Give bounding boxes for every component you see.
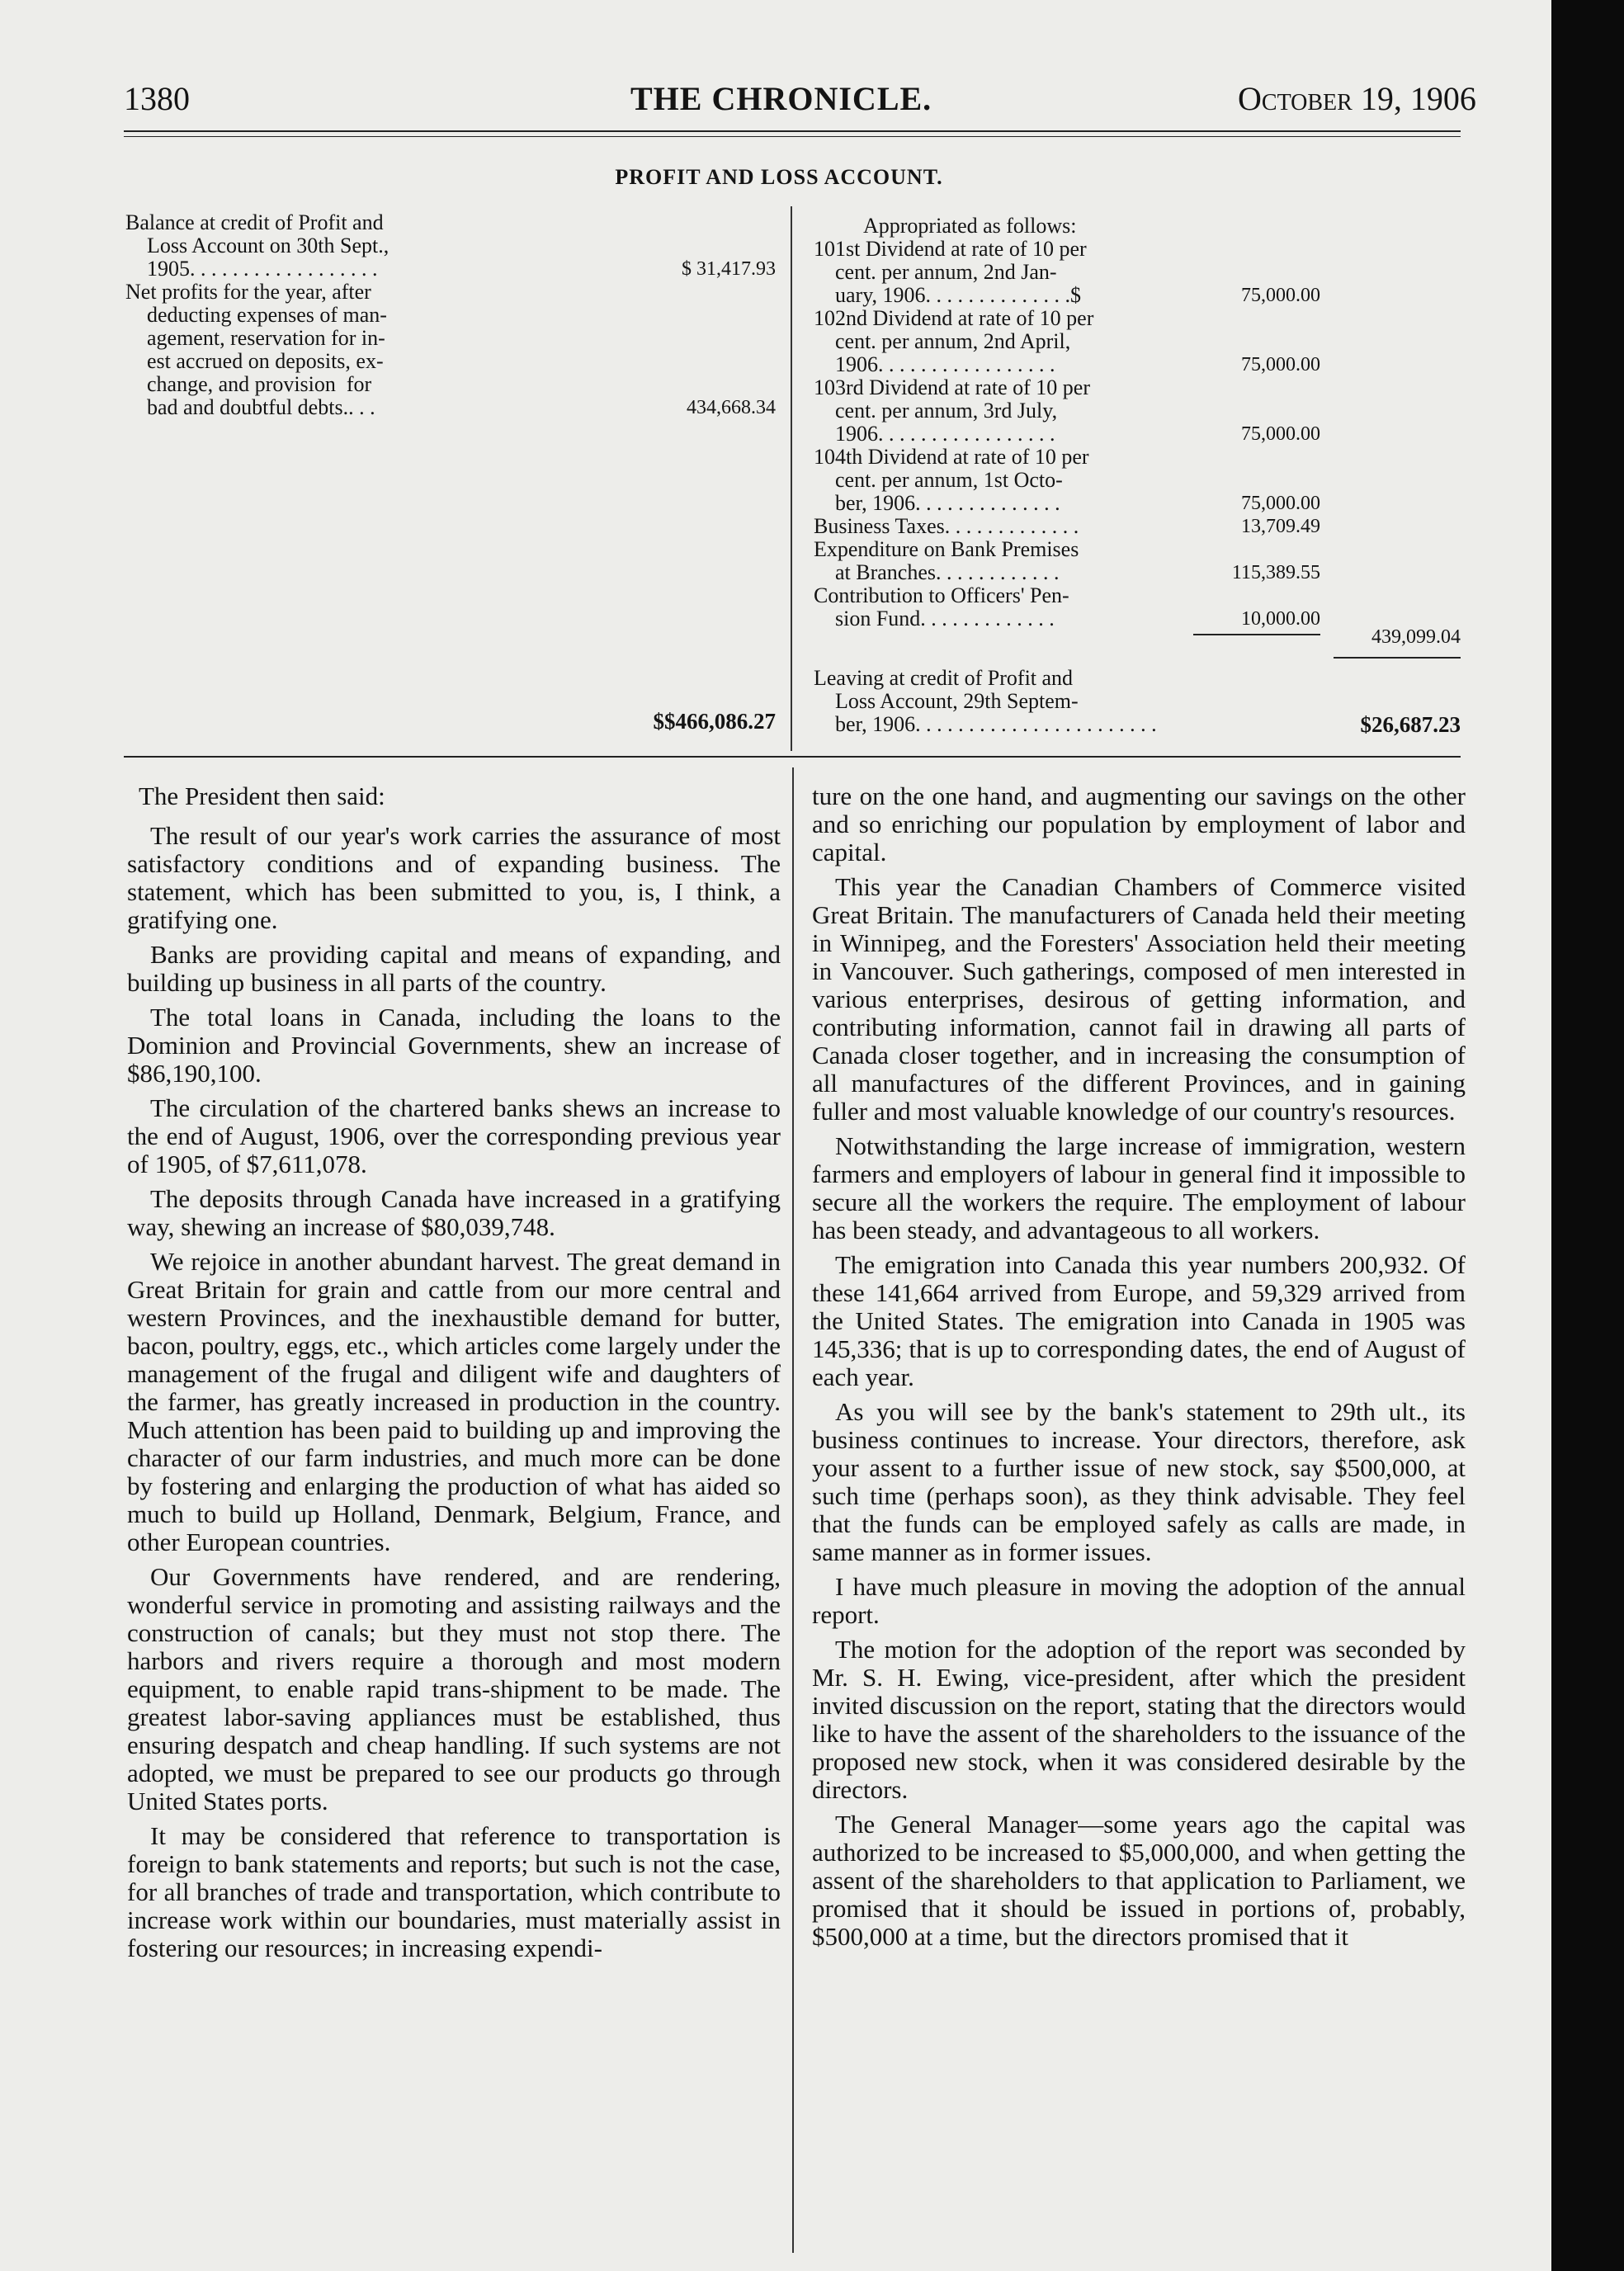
left-text-column — [127, 782, 781, 2243]
dividend-amount: 75,000.00 — [1241, 493, 1320, 514]
dividend-line: cent. per annum, 1st Octo- — [814, 468, 1063, 492]
credit-total: $$466,086.27 — [653, 709, 776, 734]
publication-title: THE CHRONICLE. — [630, 80, 932, 117]
paragraph: The emigration into Canada this year numbers 200,932. Of these 141,664 arrived from Europe, and 59,329 arrived from the United States. The emigration into Canada in 1905 was 145,336; that is up to corresponding dates, the end of August of each year. — [812, 1250, 1466, 1391]
paragraph: It may be considered that reference to transportation is foreign to bank statements and reports; but such is not the case, for all branches of trade and transportation, which contribute to increase work within our boundaries, must materially assist in fostering our resources; in increasing expendi- — [127, 1821, 781, 1962]
dividend-amount: 75,000.00 — [1241, 354, 1320, 375]
paragraph: The deposits through Canada have increased in a gratifying way, shewing an increase of $80,039,748. — [127, 1184, 781, 1241]
page-number: 1380 — [124, 80, 190, 117]
premises-line: Expenditure on Bank Premises — [814, 537, 1079, 561]
dividend-line: cent. per annum, 3rd July, — [814, 399, 1058, 423]
issue-date: October 19, 1906 — [1238, 80, 1476, 117]
net-profit-amount: 434,668.34 — [687, 397, 776, 418]
section-rule — [124, 756, 1461, 758]
dividend-line: 1906. . . . . . . . . . . . . . . . . — [814, 352, 1055, 376]
appropriated-intro: Appropriated as follows: — [863, 214, 1077, 238]
dividend-line: 1906. . . . . . . . . . . . . . . . . — [814, 422, 1055, 446]
account-divider — [791, 206, 792, 751]
net-profit-line: agement, reservation for in- — [125, 326, 385, 350]
leaving-amount: $26,687.23 — [1360, 712, 1461, 737]
premises-line: at Branches. . . . . . . . . . . . — [814, 560, 1060, 584]
pension-amount: 10,000.00 — [1241, 608, 1320, 630]
dividend-line: cent. per annum, 2nd Jan- — [814, 260, 1057, 284]
dividend-amount: 75,000.00 — [1241, 423, 1320, 445]
dividend-line: 102nd Dividend at rate of 10 per — [814, 306, 1094, 330]
dividend-line: 104th Dividend at rate of 10 per — [814, 445, 1089, 469]
business-taxes-line: Business Taxes. . . . . . . . . . . . . — [814, 514, 1079, 538]
premises-amount: 115,389.55 — [1231, 562, 1320, 583]
balance-line: Balance at credit of Profit and — [125, 210, 384, 234]
binding-edge — [1551, 0, 1624, 2271]
paragraph: Notwithstanding the large increase of immigration, western farmers and employers of labour in general find it impossible to secure all the workers the require. The employment of labour has been steady, and advantageous to all workers. — [812, 1131, 1466, 1244]
right-text-column — [812, 782, 1466, 2243]
dividend-amount: 75,000.00 — [1241, 285, 1320, 306]
leaving-line: Leaving at credit of Profit and — [814, 666, 1074, 690]
dividend-line: uary, 1906. . . . . . . . . . . . . .$ — [814, 283, 1082, 307]
net-profit-line: bad and doubtful debts.. . . — [125, 395, 375, 419]
paragraph: The circulation of the chartered banks shews an increase to the end of August, 1906, over the corresponding previous year of 1905, of $7,611,078. — [127, 1093, 781, 1178]
paragraph: ture on the one hand, and augmenting our savings on the other and so enriching our population by employment of labor and capital. — [812, 782, 1466, 866]
net-profit-line: Net profits for the year, after — [125, 280, 371, 304]
dividend-line: 101st Dividend at rate of 10 per — [814, 237, 1087, 261]
paragraph: The motion for the adoption of the report was seconded by Mr. S. H. Ewing, vice-president, after which the president invited discussion on the report, stating that the directors would like to have the assent of the shareholders to the issuance of the proposed new stock, when it was considered desirable by the directors. — [812, 1635, 1466, 1804]
pension-line: sion Fund. . . . . . . . . . . . . — [814, 607, 1055, 630]
net-profit-line: deducting expenses of man- — [125, 303, 387, 327]
subtotal-amount: 439,099.04 — [1371, 626, 1461, 648]
header-rule — [124, 130, 1461, 132]
balance-line: 1905. . . . . . . . . . . . . . . . . . — [125, 257, 378, 281]
dividend-line: 103rd Dividend at rate of 10 per — [814, 375, 1091, 399]
dividend-line: ber, 1906. . . . . . . . . . . . . . — [814, 491, 1060, 515]
net-profit-line: est accrued on deposits, ex- — [125, 349, 384, 373]
dividend-line: cent. per annum, 2nd April, — [814, 329, 1071, 353]
subtotal-rule — [1193, 634, 1320, 635]
column-divider — [792, 767, 794, 2253]
paragraph: I have much pleasure in moving the adoption of the annual report. — [812, 1572, 1466, 1629]
paragraph: The President then said: — [139, 782, 385, 810]
paragraph: The General Manager—some years ago the capital was authorized to be increased to $5,000,000, and when getting the assent of the shareholders to that application to Parliament, we promised that it should be issued in portions of, probably, $500,000 at a time, but the directors promised that it — [812, 1810, 1466, 1951]
paragraph: This year the Canadian Chambers of Commerce visited Great Britain. The manufacturers of Canada held their meeting in Winnipeg, and the Foresters' Association held their meeting in Vancouver. Such gatherings, composed of men interested in various enterprises, desirous of getting information, and contributing information, cannot fail in drawing all parts of Canada closer together, and in increasing the consumption of all manufactures of the different Provinces, and in gaining fuller and most valuable knowledge of our country's resources. — [812, 872, 1466, 1126]
paragraph: Our Governments have rendered, and are rendering, wonderful service in promoting and assisting railways and the construction of canals; but they must not stop there. The harbors and rivers require a thorough and most modern equipment, to enable rapid trans-shipment to be made. The greatest labor-saving appliances must be established, thus ensuring despatch and cheap handling. If such systems are not adopted, we must be prepared to see our products go through United States ports. — [127, 1562, 781, 1815]
header-rule-thin — [124, 136, 1461, 137]
paragraph: The result of our year's work carries the assurance of most satisfactory conditions and of expanding business. The statement, which has been submitted to you, is, I think, a gratifying one. — [127, 821, 781, 934]
balance-amount: $ 31,417.93 — [682, 258, 776, 280]
profit-loss-title: PROFIT AND LOSS ACCOUNT. — [615, 165, 943, 189]
leaving-line: ber, 1906. . . . . . . . . . . . . . . . . . . . . . . — [814, 712, 1157, 736]
net-profit-line: change, and provision for — [125, 372, 372, 396]
pension-line: Contribution to Officers' Pen- — [814, 583, 1069, 607]
business-taxes-amount: 13,709.49 — [1241, 516, 1320, 537]
paragraph: We rejoice in another abundant harvest. The great demand in Great Britain for grain and cattle from our more central and western Provinces, and the inexhaustible demand for butter, bacon, poultry, eggs, etc., which articles come largely under the management of the frugal and diligent wife and daughters of the farmer, has greatly increased in production in the country. Much attention has been paid to building up and improving the character of our farm industries, and much more can be done by fostering and enlarging the production of what has aided so much to build up Holland, Denmark, Belgium, France, and other European countries. — [127, 1247, 781, 1556]
paragraph: As you will see by the bank's statement to 29th ult., its business continues to increase. Your directors, therefore, ask your assent to a further issue of new stock, say $500,000, at such time (perhaps soon), as they think advisable. They feel that the funds can be employed safely as calls are made, in same manner as in former issues. — [812, 1397, 1466, 1566]
leaving-line: Loss Account, 29th Septem- — [814, 689, 1079, 713]
balance-line: Loss Account on 30th Sept., — [125, 234, 389, 257]
paragraph: The total loans in Canada, including the loans to the Dominion and Provincial Governments, shew an increase of $86,190,100. — [127, 1003, 781, 1088]
subtotal-underline — [1334, 657, 1461, 659]
paragraph: Banks are providing capital and means of expanding, and building up business in all parts of the country. — [127, 940, 781, 997]
